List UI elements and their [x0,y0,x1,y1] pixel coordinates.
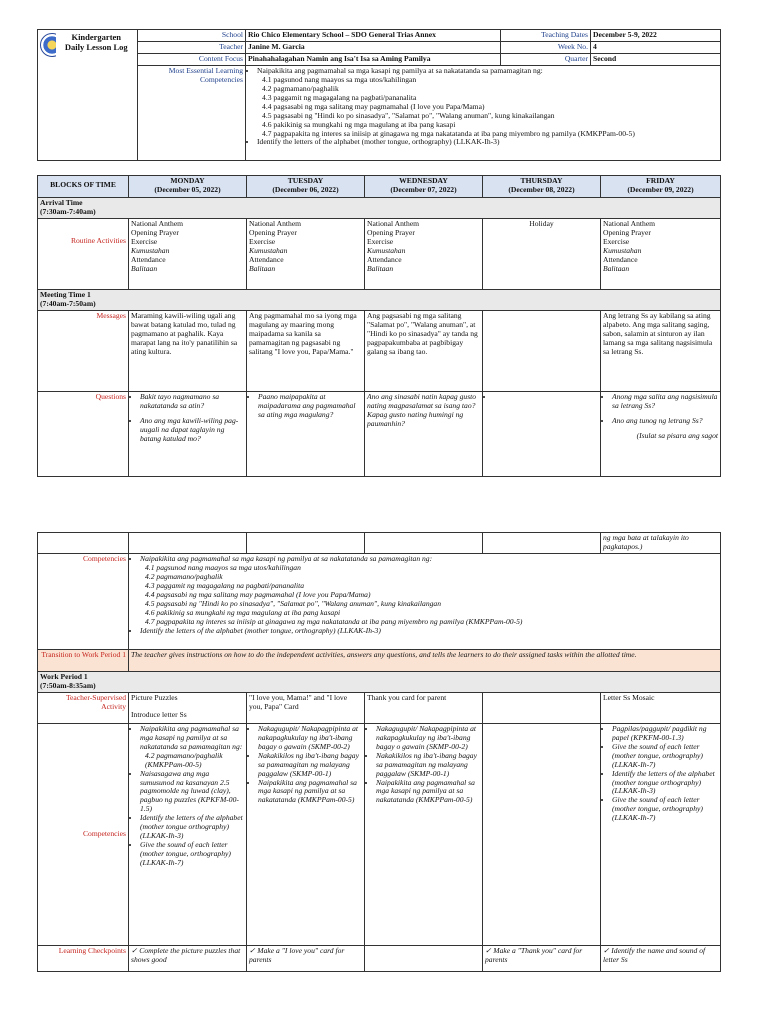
transition-row [38,649,721,671]
mel-cell [246,65,721,160]
focus-value: Pinahahalagahan Namin ang Isa't Isa sa Aming Pamilya [246,53,501,65]
mel-item: 4.2 pagmamano/paghalik [262,83,339,93]
learning-checkpoints-label: Learning Checkpoints [38,945,129,971]
checkpoint-friday: ✓ Identify the name and sound of letter Ss [601,945,721,971]
meeting-time-header: Meeting Time 1 (7:40am-7:50am) [38,289,721,310]
routine-row [38,218,721,289]
routine-label: Routine Activities [38,218,129,289]
log-title [56,30,138,161]
day-header-friday: FRIDAY (December 09, 2022) [601,176,721,198]
messages-row [38,310,721,391]
learning-checkpoints-row [38,945,721,971]
work-comp-thursday [483,723,601,945]
questions-tuesday: • Paano maipapakita at maipadarama ang pagmamahal sa ating mga magulang? [247,391,365,476]
mel-item: 4.4 pagsasabi ng mga salitang may pagmamahal (I love you Papa/Mama) [262,101,485,111]
day-header-wednesday: WEDNESDAY (December 07, 2022) [365,176,483,198]
message-thursday [483,310,601,391]
work-competencies-label: Competencies [38,723,129,945]
tsa-wednesday: Thank you card for parent [365,692,483,723]
work-comp-tuesday: • Nakagugupit/ Nakapagpipinta at nakapagkukulay ng iba't-ibang bagay o gawain (SKMP-00-2) • Nakakikilos ng iba't-ibang bagay sa pamamagitan ng malayang paggalaw (SKMP-00-1) • Naipakikita ang pagmamahal sa mga kasapi ng pamilya at sa nakatatanda (KMKPPam-00-5) [247,723,365,945]
checkpoint-tuesday: ✓ Make a "I love you" card for parents [247,945,365,971]
message-monday: Maraming kawili-wiling ugali ang bawat batang katulad mo, tulad ng pagmamano at paghalik. Kaya marapat lang na ito'y panatilihin sa ating kultura. [129,310,247,391]
seal-cell [38,30,56,161]
tsa-friday: Letter Ss Mosaic [601,692,721,723]
day-header-tuesday: TUESDAY (December 06, 2022) [247,176,365,198]
teacher-supervised-row [38,692,721,723]
routine-thursday-holiday: Holiday [483,218,601,289]
deped-seal-icon [40,33,56,57]
tsa-thursday [483,692,601,723]
day-header-thursday: THURSDAY (December 08, 2022) [483,176,601,198]
work-competencies-row [38,723,721,945]
mel-item: 4.1 pagsunod nang maayos sa mga utos/kahilingan [262,74,417,84]
routine-monday: National Anthem Opening Prayer Exercise Kumustahan Attendance Balitaan [129,218,247,289]
routine-friday: National Anthem Opening Prayer Exercise Kumustahan Attendance Balitaan [601,218,721,289]
message-friday: Ang letrang Ss ay kabilang sa ating alpabeto. Ang mga salitang saging, sabon, salamin at sinturon ay ilan lamang sa mga salitang nagsisimula sa letrang Ss. [601,310,721,391]
tsa-label: Teacher-Supervised Activity [38,692,129,723]
daily-table-page2 [37,532,721,972]
day-header-row [38,176,721,198]
work-period-header: Work Period 1 (7:50am-8:35am) [38,671,721,692]
checkmark-icon: ✓ [485,945,492,955]
mel-last: • Identify the letters of the alphabet (mother tongue, orthography) (LLKAK-Ih-3) [257,138,718,147]
mel-main: • Naipakikita ang pagmamahal sa mga kasapi ng pamilya at sa nakatatanda sa pamamagitan ng: [257,67,718,76]
message-wednesday: Ang pagsasabi ng mga salitang "Salamat po", "Walang anuman", at "Hindi ko po sinasadya" ay tanda ng pagpapakumbaba at pagbibigay galang sa ibang tao. [365,310,483,391]
routine-wednesday: National Anthem Opening Prayer Exercise Kumustahan Attendance Balitaan [365,218,483,289]
questions-monday: • Bakit tayo nagmamano sa nakatatanda sa atin? • Ano ang mga kawili-wiling pag-uugali na dapat taglayin ng batang katulad mo? [129,391,247,476]
work-comp-monday: • Naipakikita ang pagmamahal sa mga kasapi ng pamilya at sa nakatatanda sa pamamagitan ng: 4.2 pagmamano/paghalik (KMKPPam-00-5) • Naisasagawa ang mga sumusunod na kasanayan 2.5 pagmomolde ng luwad (clay), pagbuo ng puzzles (KPKFM-00-1.5) • Identify the letters of the alphabet (mother tongue orthography) (LLKAK-Ih-3) • Give the sound of each letter (mother tongue, orthography) (LLKAK-Ih-7) [129,723,247,945]
mel-label: Most Essential Learning Competencies [138,65,246,160]
mel-item: 4.5 pagsasabi ng "Hindi ko po sinasadya", "Salamat po", "Walang anuman", kung kinakailangan [262,110,555,120]
questions-friday: • Anong mga salita ang nagsisimula sa letrang Ss? • Ano ang tunog ng letrang Ss? (Isulat sa pisara ang sagot [601,391,721,476]
checkmark-icon: ✓ [131,945,138,955]
title-kindergarten: Kindergarten [71,32,122,42]
transition-text: The teacher gives instructions on how to do the independent activities, answers any questions, and tells the learners to do their assigned tasks within the allotted time. [129,649,721,671]
checkpoint-wednesday [365,945,483,971]
message-tuesday: Ang pagmamahal mo sa iyong mga magulang ay maaring mong maipadama sa kanila sa pamamagitan ng pagsasabi ng salitang "I love you, Papa/Mama." [247,310,365,391]
tsa-monday: Picture Puzzles Introduce letter Ss [129,692,247,723]
checkpoint-monday: ✓ Complete the picture puzzles that shows good [129,945,247,971]
daily-table-page1 [37,175,721,477]
questions-row [38,391,721,476]
teacher-label: Teacher [138,41,246,53]
messages-label: Messages [38,310,129,391]
work-comp-friday: • Pagpilas/paggupit/ pagdikit ng papel (KPKFM-00-1.3) • Give the sound of each letter (mother tongue, orthography) (LLKAK-Ih-7) • Identify the letters of the alphabet (mother tongue orthography) (LLKAK-Ih-3) • Give the sound of each letter (mother tongue, orthography) (LLKAK-Ih-7) [601,723,721,945]
questions-thursday [483,391,601,476]
arrival-time-header: Arrival Time (7:30am-7:40am) [38,198,721,219]
competencies-label: Competencies [38,553,129,649]
questions-label: Questions [38,391,129,476]
mel-item: 4.3 paggamit ng magagalang na pagbati/pananalita [262,92,417,102]
tsa-tuesday: "I love you, Mama!" and "I love you, Papa" Card [247,692,365,723]
week-label: Week No. [501,41,591,53]
checkmark-icon: ✓ [249,945,256,955]
school-value: Rio Chico Elementary School – SDO General Trias Annex [246,30,501,42]
week-value: 4 [591,41,721,53]
day-header-monday: MONDAY (December 05, 2022) [129,176,247,198]
competencies-row [38,553,721,649]
blocks-of-time-header: BLOCKS OF TIME [38,176,129,198]
title-daily-lesson-log: Daily Lesson Log [64,42,128,53]
questions-friday-continued: ng mga bata at talakayin ito pagkatapos.) [601,533,721,554]
dates-value: December 5-9, 2022 [591,30,721,42]
transition-label: Transition to Work Period 1 [38,649,129,671]
checkpoint-thursday: ✓ Make a "Thank you" card for parents [483,945,601,971]
mel-item: 4.6 pakikinig sa mungkahi ng mga magulang at iba pang kasapi [262,119,456,129]
focus-label: Content Focus [138,53,246,65]
checkmark-icon: ✓ [603,945,610,955]
teacher-value: Janine M. Garcia [246,41,501,53]
routine-tuesday: National Anthem Opening Prayer Exercise Kumustahan Attendance Balitaan [247,218,365,289]
dates-label: Teaching Dates [501,30,591,42]
school-label: School [138,30,246,42]
quarter-label: Quarter [501,53,591,65]
questions-wednesday: Ano ang sinasabi natin kapag gusto nating magpasalamat sa isang tao? Kapag gusto nating humingi ng paumanhin? [365,391,483,476]
mel-item: 4.7 pagpapakita ng interes sa iniisip at ginagawa ng mga nakatatanda at iba pang miyembro ng pamilya (KMKPPam-00-5) [262,128,635,138]
work-comp-wednesday: • Nakagugupit/ Nakapagpipinta at nakapagkukulay ng iba't-ibang bagay o gawain (SKMP-00-2) • Nakakikilos ng iba't-ibang bagay sa pamamagitan ng malayang paggalaw (SKMP-00-1) • Naipakikita ang pagmamahal sa mga kasapi ng pamilya at sa nakatatanda (KMKPPam-00-5) [365,723,483,945]
competencies-cell: • Naipakikita ang pagmamahal sa mga kasapi ng pamilya at sa nakatatanda sa pamamagitan ng: 4.1 pagsunod nang maayos sa mga utos/kahilingan 4.2 pagmamano/paghalik 4.3 paggamit ng magagalang na pagbati/pananalita 4.4 pagsasabi ng mga salitang may pagmamahal (I love you Papa/Mama) 4.5 pagsasabi ng "Hindi ko po sinasadya", "Salamat po", "Walang anuman", kung kinakailangan 4.6 pakikinig sa mungkahi ng mga magulang at iba pang kasapi 4.7 pagpapakita ng interes sa iniisip at ginagawa ng mga nakatatanda at iba pang miyembro ng pamilya (KMKPPam-00-5) • Identify the letters of the alphabet (mother tongue, orthography) (LLKAK-Ih-3) [129,553,721,649]
quarter-value: Second [591,53,721,65]
header-table [37,29,721,161]
